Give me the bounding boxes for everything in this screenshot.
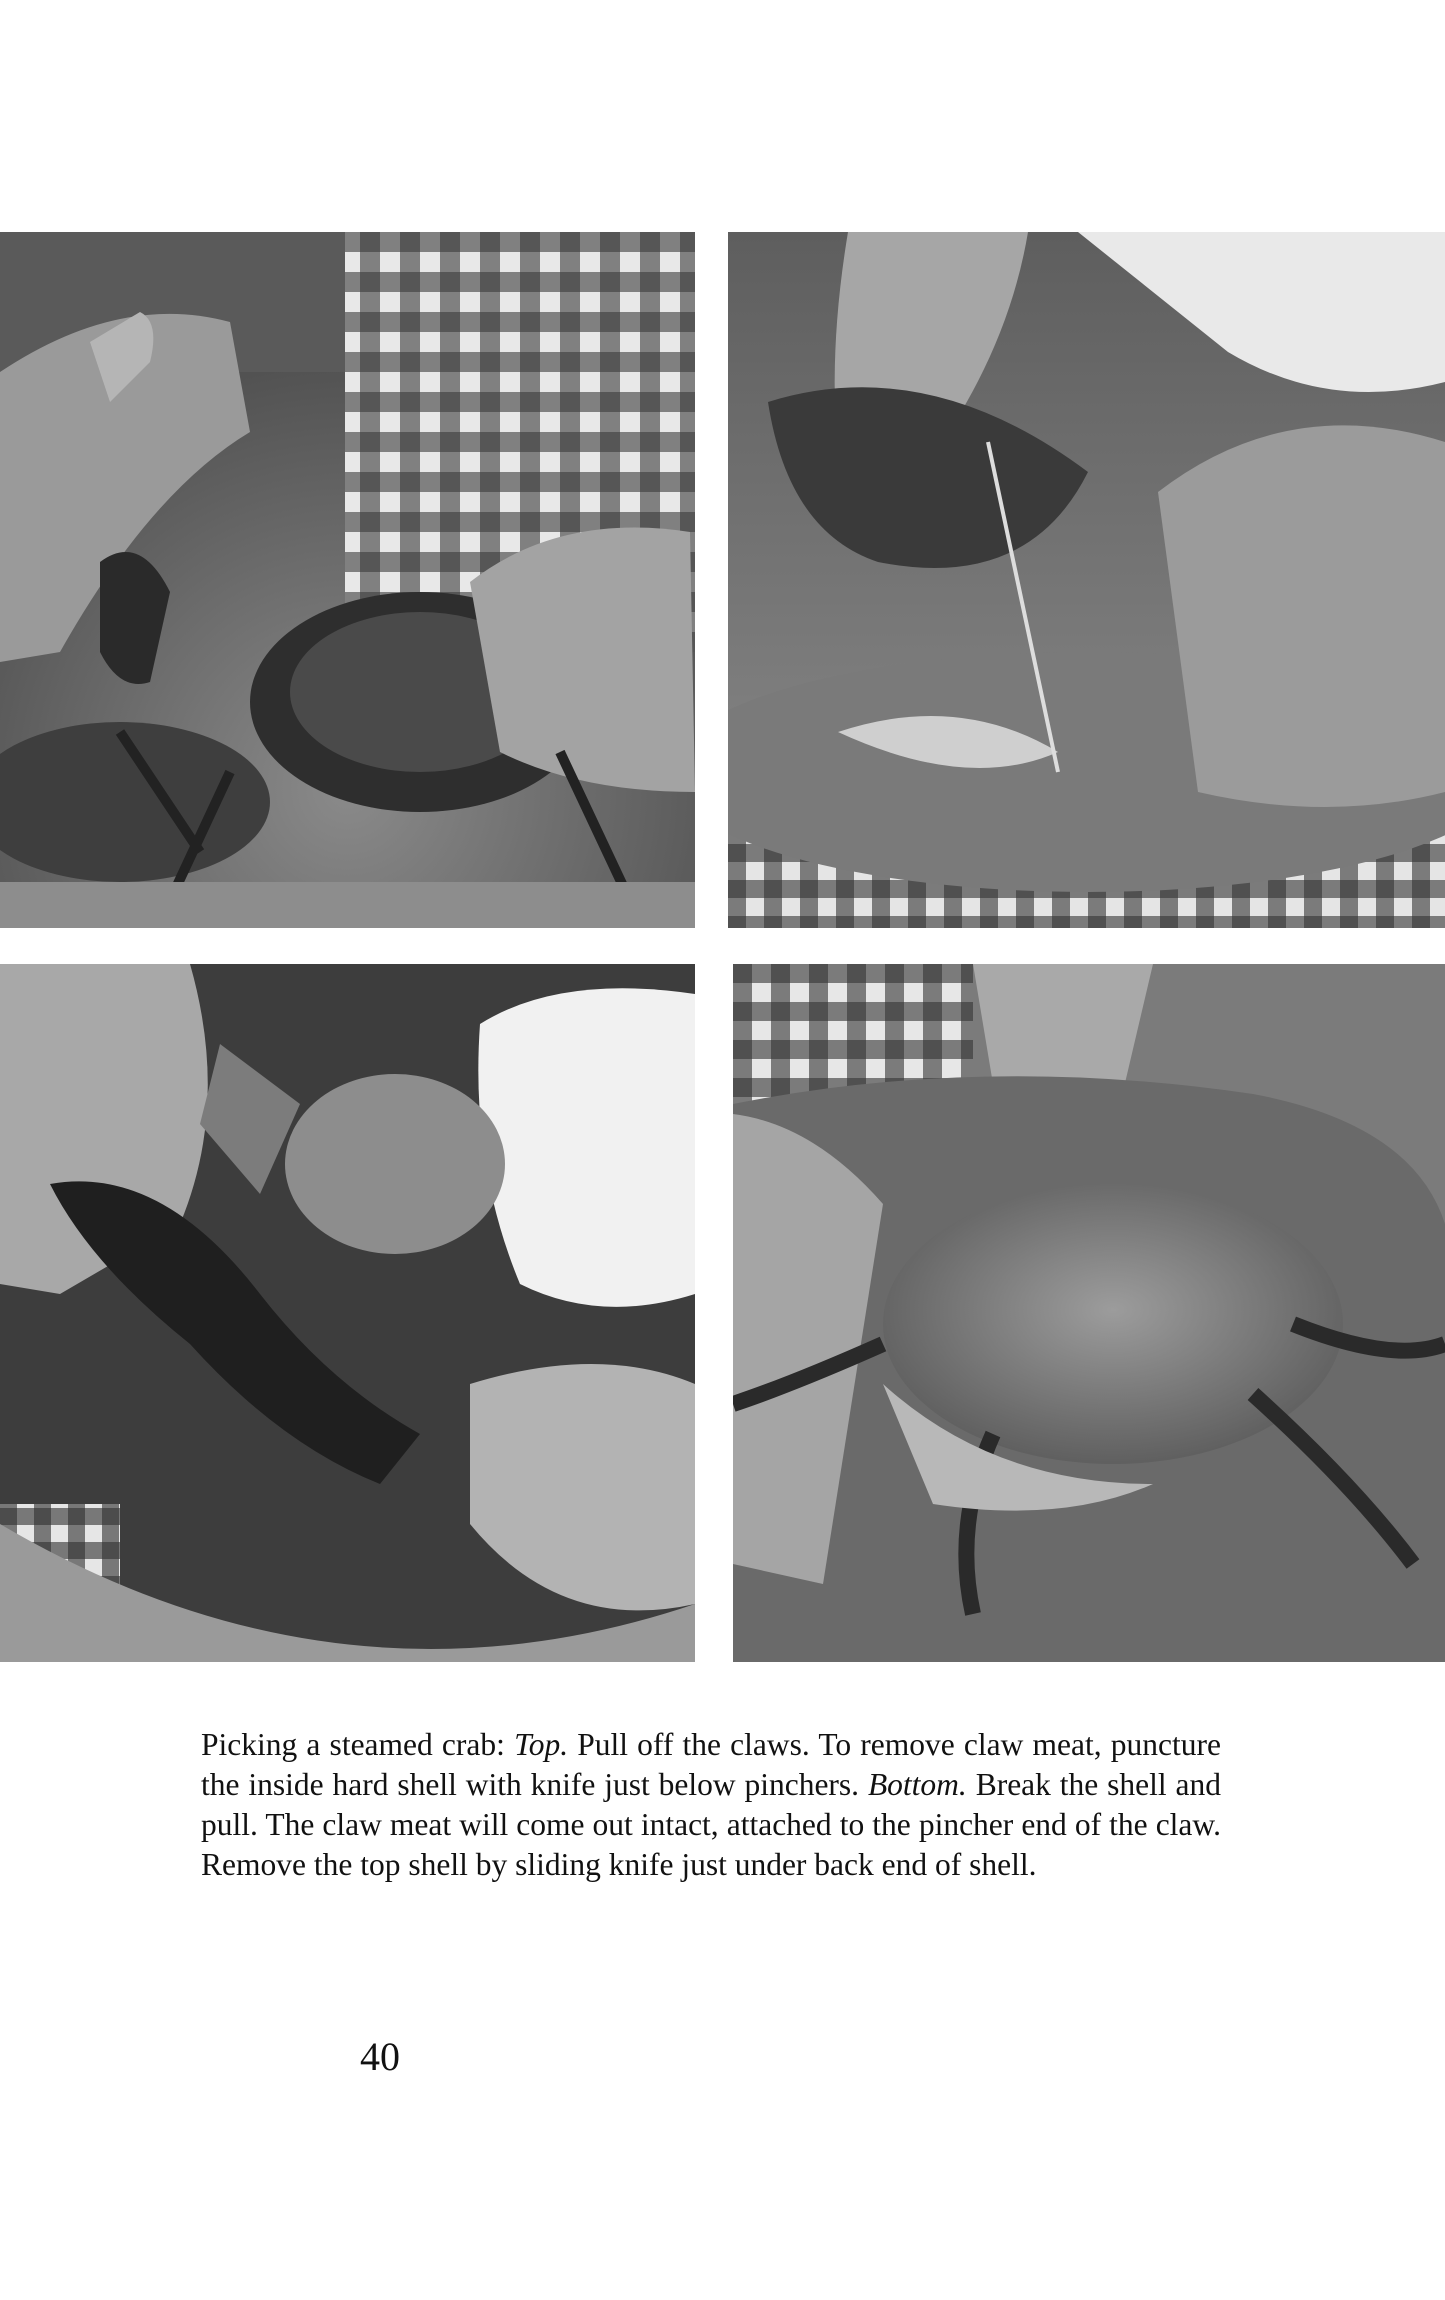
caption-top-label: Top.: [514, 1727, 569, 1762]
page-number: 40: [360, 2034, 400, 2079]
caption-top-text: Pull off the claws. To remove claw meat, puncture the inside hard shell with knife just below pinchers.: [201, 1727, 1221, 1802]
photo-pull-off-claws-image: [0, 232, 695, 928]
photo-puncture-claw-shell: [728, 232, 1445, 928]
photo-puncture-claw-shell-image: [728, 232, 1445, 928]
caption-bottom-text: Break the shell and pull. The claw meat will come out intact, attached to the pincher end of the claw. Remove the top shell by sliding knife just under back end of shell.: [201, 1767, 1222, 1882]
photo-pull-off-claws: [0, 232, 695, 928]
photo-remove-top-shell: [733, 964, 1445, 1662]
caption-lead: Picking a steamed crab:: [201, 1727, 515, 1762]
caption-bottom-label: Bottom.: [867, 1767, 967, 1802]
photo-break-shell-and-pull: [0, 964, 695, 1662]
photo-remove-top-shell-image: [733, 964, 1445, 1662]
photo-caption: [201, 1725, 1221, 1885]
photo-break-shell-and-pull-image: [0, 964, 695, 1662]
